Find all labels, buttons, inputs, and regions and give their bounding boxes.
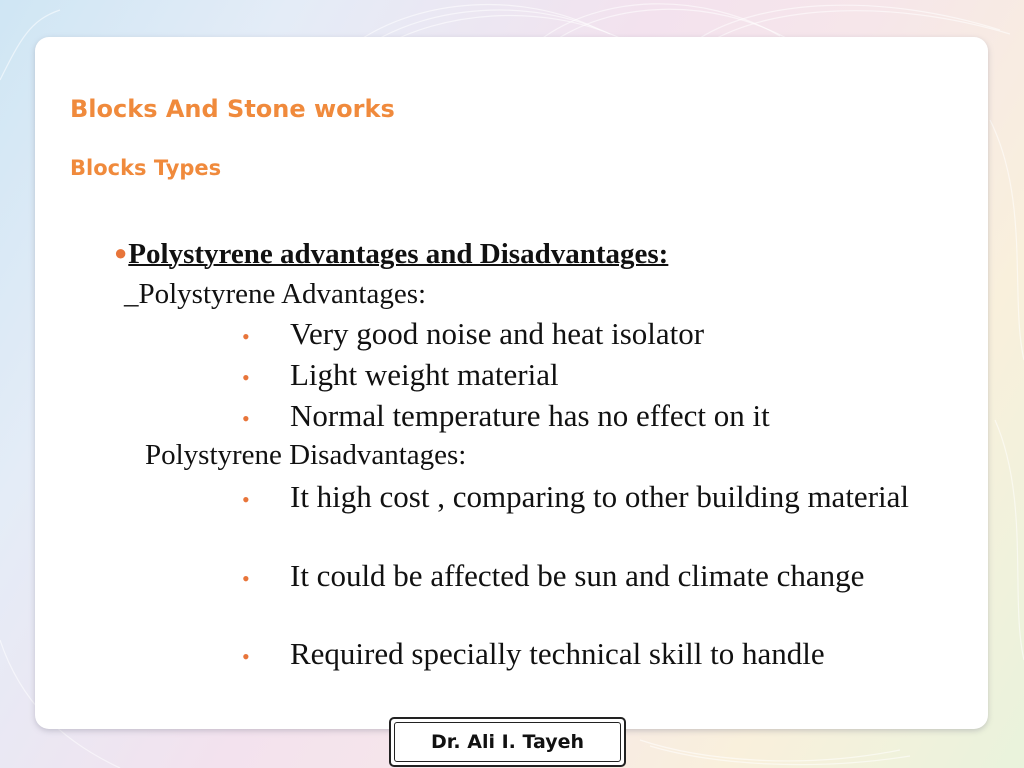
disadvantage-item: Required specially technical skill to handle bbox=[290, 636, 825, 671]
heading-bullet-icon: ● bbox=[114, 240, 128, 265]
author-name: Dr. Ali I. Tayeh bbox=[394, 722, 621, 762]
bullet-icon: • bbox=[242, 644, 250, 669]
advantages-label: _Polystyrene Advantages: bbox=[124, 278, 427, 310]
advantage-item: Light weight material bbox=[290, 357, 559, 392]
advantage-item: Very good noise and heat isolator bbox=[290, 316, 705, 351]
advantage-item: Normal temperature has no effect on it bbox=[290, 398, 770, 433]
bullet-icon: • bbox=[242, 406, 250, 431]
bullet-icon: • bbox=[242, 487, 250, 512]
bullet-icon: • bbox=[242, 324, 250, 349]
section-heading bbox=[114, 238, 668, 271]
author-footer bbox=[389, 717, 626, 767]
bullet-icon: • bbox=[242, 365, 250, 390]
disadvantage-item: It could be affected be sun and climate change bbox=[290, 558, 865, 593]
slide-title: Blocks And Stone works bbox=[70, 95, 395, 123]
disadvantages-label: Polystyrene Disadvantages: bbox=[145, 439, 467, 471]
section-heading-text: Polystyrene advantages and Disadvantages: bbox=[128, 238, 669, 270]
disadvantage-item: It high cost , comparing to other building material bbox=[290, 479, 910, 514]
bullet-icon: • bbox=[242, 566, 250, 591]
slide-subtitle: Blocks Types bbox=[70, 156, 222, 180]
